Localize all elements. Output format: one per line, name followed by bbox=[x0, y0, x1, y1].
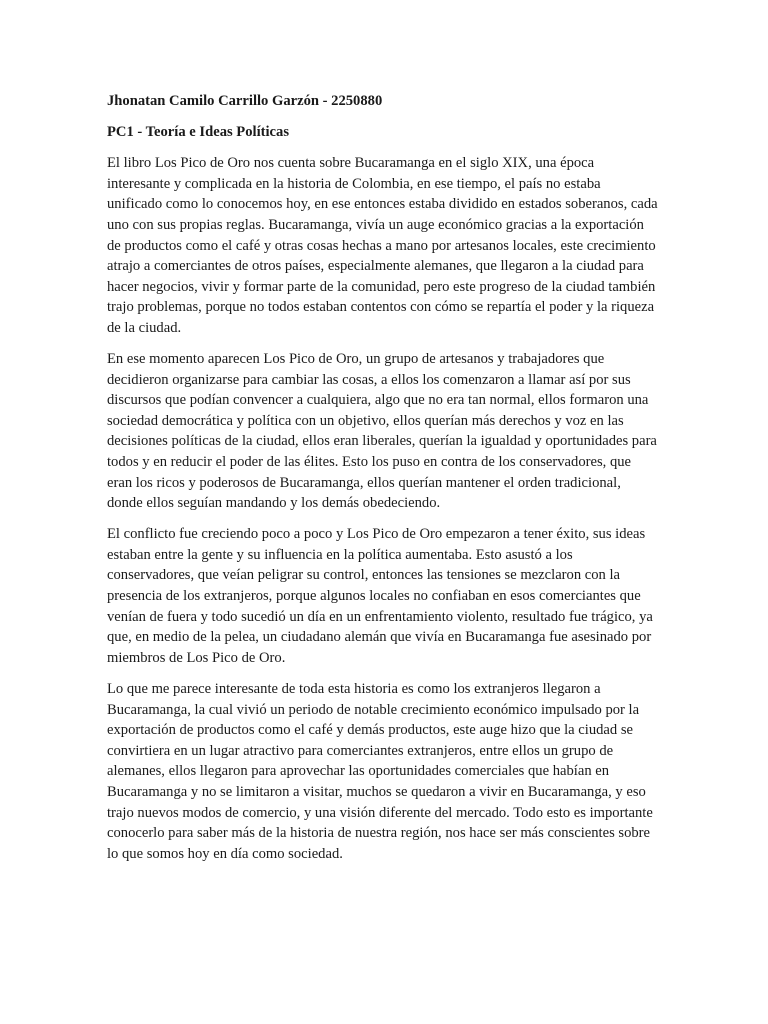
author-line: Jhonatan Camilo Carrillo Garzón - 2250880 bbox=[107, 93, 383, 109]
paragraph-2: En ese momento aparecen Los Pico de Oro, un grupo de artesanos y trabajadores que decidieron organizarse para cambiar las cosas, a ellos los comenzaron a llamar así por sus discursos que podían convencer a cualquiera, algo que no era tan normal, ellos formaron una sociedad democrática y política con un objetivo, ellos querían más derechos y voz en las decisiones políticas de la ciudad, ellos eran liberales, querían la igualdad y oportunidades para todos y en reducir el poder de las élites. Esto los puso en contra de los conservadores, que eran los ricos y poderosos de Bucaramanga, ellos querían mantener el orden tradicional, donde ellos seguían mandando y los demás obedeciendo. bbox=[107, 351, 657, 512]
subject-line: PC1 - Teoría e Ideas Políticas bbox=[107, 124, 290, 141]
paragraph-4: Lo que me parece interesante de toda esta historia es como los extranjeros llegaron a Bucaramanga, la cual vivió un periodo de notable crecimiento económico impulsado por la exportación de productos como el café y demás productos, este auge hizo que la ciudad se convirtiera en un lugar atractivo para comerciantes extranjeros, entre ellos un grupo de alemanes, ellos llegaron para aprovechar las oportunidades comerciales que habían en Bucaramanga y no se limitaron a visitar, muchos se quedaron a vivir en Bucaramanga, y eso trajo nuevos modos de comercio, y una visión diferente del mercado. Todo esto es importante conocerlo para saber más de la historia de nuestra región, nos hace ser más conscientes sobre lo que somos hoy en día como sociedad. bbox=[107, 680, 653, 862]
paragraph-1: El libro Los Pico de Oro nos cuenta sobre Bucaramanga en el siglo XIX, una época interesante y complicada en la historia de Colombia, en ese tiempo, el país no estaba unificado como lo conocemos hoy, en ese entonces estaba dividido en estados soberanos, cada uno con sus propias reglas. Bucaramanga, vivía un auge económico gracias a la exportación de productos como el café y otras cosas hechas a mano por artesanos locales, este crecimiento atrajo a comerciantes de otros países, especialmente alemanes, que llegaron a la ciudad para hacer negocios, vivir y formar parte de la comunidad, pero este progreso de la ciudad también trajo problemas, porque no todos estaban contentos con cómo se repartía el poder y la riqueza de la ciudad. bbox=[107, 155, 658, 336]
paragraph-3: El conflicto fue creciendo poco a poco y Los Pico de Oro empezaron a tener éxito, sus ideas estaban entre la gente y su influencia en la política aumentaba. Esto asustó a los conservadores, que veían peligrar su control, entonces las tensiones se mezclaron con la presencia de los extranjeros, porque algunos locales no confiaban en esos comerciantes que venían de fuera y todo sucedió un día en un enfrentamiento violento, resultado fue trágico, ya que, en medio de la pelea, un ciudadano alemán que vivía en Bucaramanga fue asesinado por miembros de Los Pico de Oro. bbox=[107, 526, 653, 666]
document-body bbox=[107, 91, 659, 875]
